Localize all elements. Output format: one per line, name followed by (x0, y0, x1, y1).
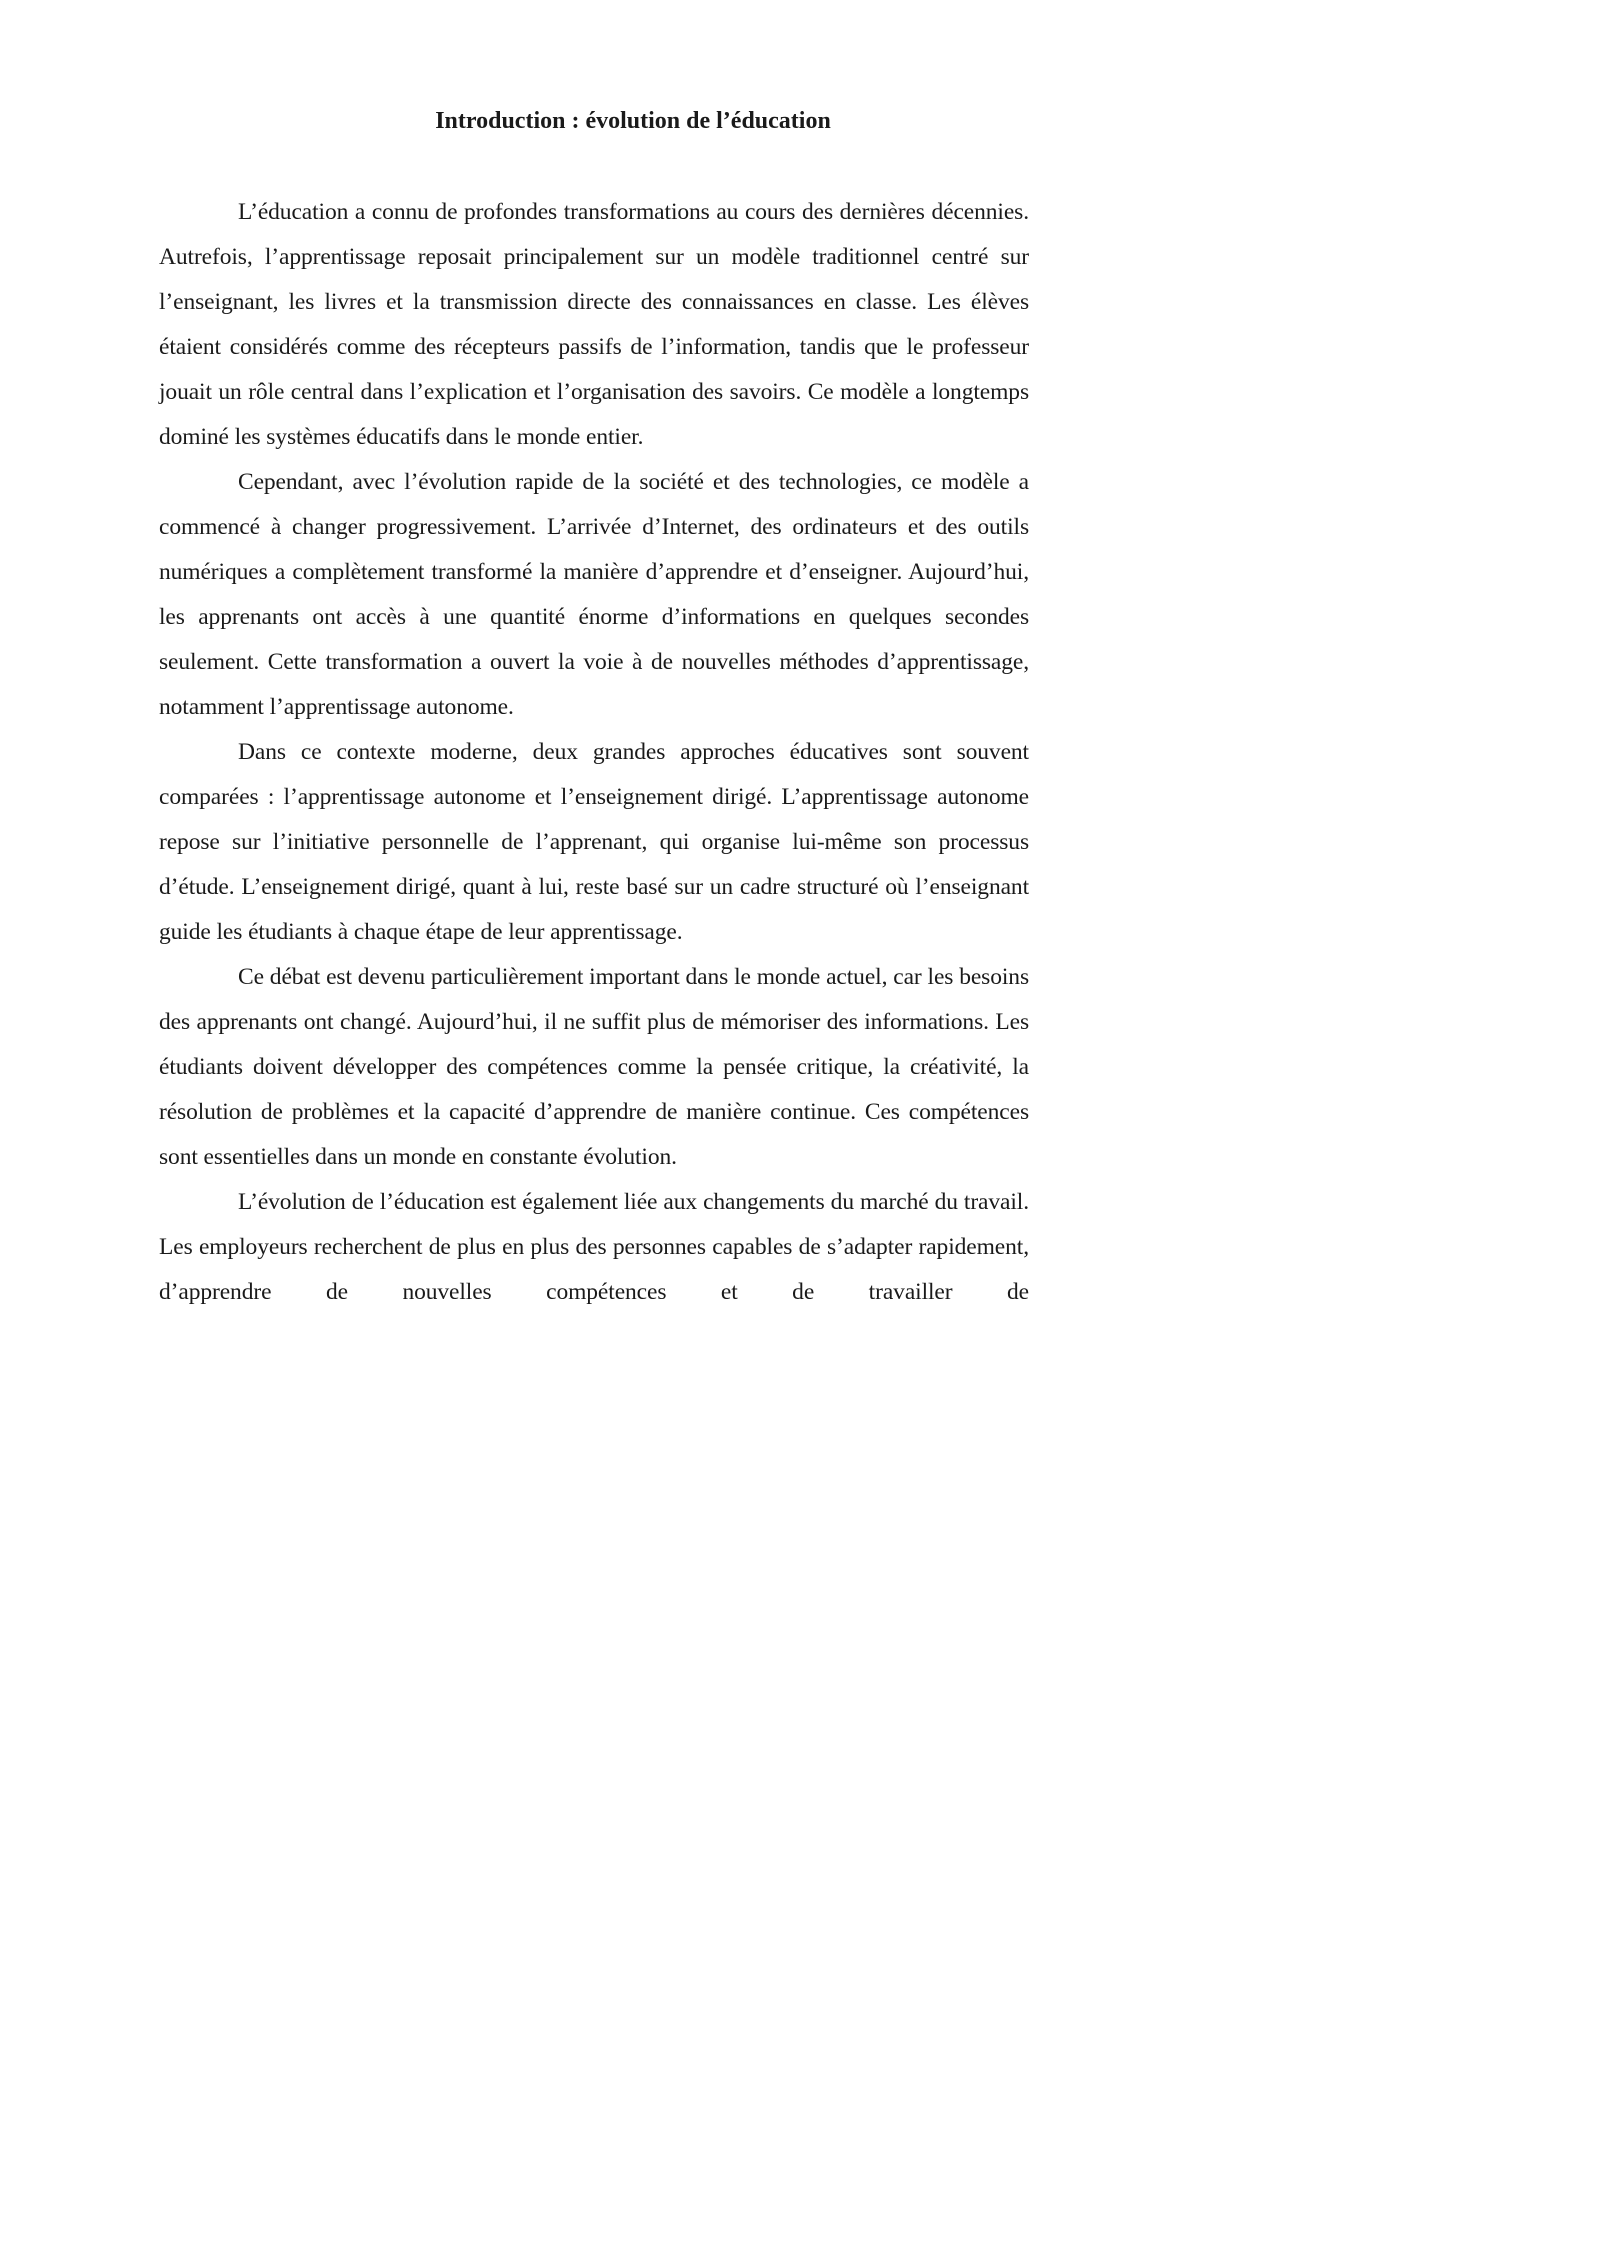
paragraph-4: Ce débat est devenu particulièrement important dans le monde actuel, car les besoins des apprenants ont changé. Aujourd’hui, il ne suffit plus de mémoriser des informations. Les étudiants doivent développer des compétences comme la pensée critique, la créativité, la résolution de problèmes et la capacité d’apprendre de manière continue. Ces compétences sont essentielles dans un monde en constante évolution. (159, 964, 1029, 1170)
paragraph-2: Cependant, avec l’évolution rapide de la société et des technologies, ce modèle a commencé à changer progressivement. L’arrivée d’Internet, des ordinateurs et des outils numériques a complètement transformé la manière d’apprendre et d’enseigner. Aujourd’hui, les apprenants ont accès à une quantité énorme d’informations en quelques secondes seulement. Cette transformation a ouvert la voie à de nouvelles méthodes d’apprentissage, notamment l’apprentissage autonome. (159, 469, 1029, 720)
document-page (0, 0, 1104, 1561)
paragraph-1: L’éducation a connu de profondes transformations au cours des dernières décennies. Autrefois, l’apprentissage reposait principalement sur un modèle traditionnel centré sur l’enseignant, les livres et la transmission directe des connaissances en classe. Les élèves étaient considérés comme des récepteurs passifs de l’information, tandis que le professeur jouait un rôle central dans l’explication et l’organisation des savoirs. Ce modèle a longtemps dominé les systèmes éducatifs dans le monde entier. (159, 199, 1029, 450)
paragraph-5: L’évolution de l’éducation est également liée aux changements du marché du travail. Les employeurs recherchent de plus en plus des personnes capables de s’adapter rapidement, d’apprendre de nouvelles compétences et de travailler de (159, 1189, 1029, 1305)
paragraph-3: Dans ce contexte moderne, deux grandes approches éducatives sont souvent comparées : l’apprentissage autonome et l’enseignement dirigé. L’apprentissage autonome repose sur l’initiative personnelle de l’apprenant, qui organise lui-même son processus d’étude. L’enseignement dirigé, quant à lui, reste basé sur un cadre structuré où l’enseignant guide les étudiants à chaque étape de leur apprentissage. (159, 739, 1029, 945)
body-text (159, 190, 1029, 1315)
page-title: Introduction : évolution de l’éducation (435, 108, 831, 134)
